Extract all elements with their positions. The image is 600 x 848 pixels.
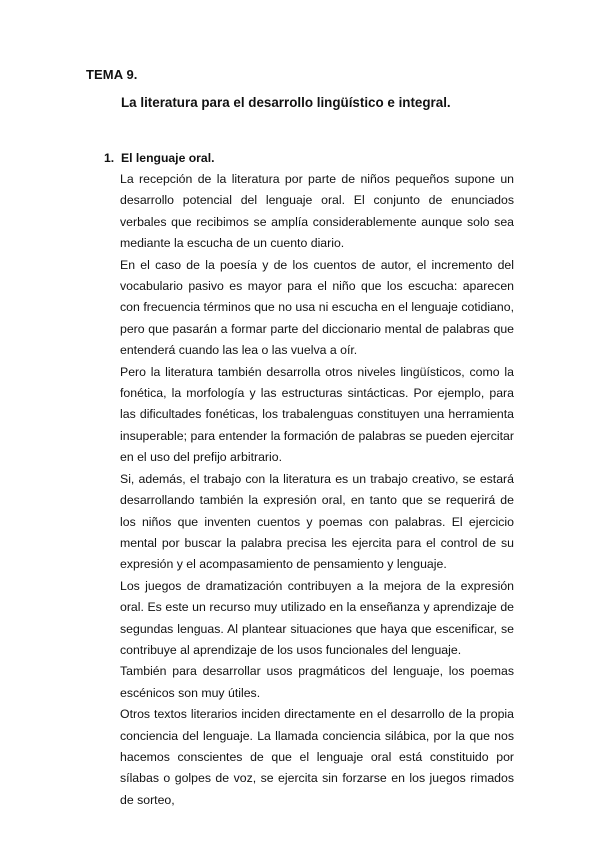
tema-label: TEMA 9.: [86, 67, 138, 82]
section-body: [120, 169, 514, 811]
paragraph: Pero la literatura también desarrolla otros niveles lingüísticos, como la fonética, la morfología y las estructuras sintácticas. Por ejemplo, para las dificultades fonéticas, los trabalenguas constituyen una herramienta insuperable; para entender la formación de palabras se pueden ejercitar en el uso del prefijo arbitrario.: [120, 364, 514, 465]
paragraph: Si, además, el trabajo con la literatura es un trabajo creativo, se estará desarrollando también la expresión oral, en tanto que se requerirá de los niños que inventen cuentos y poemas con palabras. El ejercicio mental por buscar la palabra precisa les ejercita para el control de su expresión y el acompasamiento de pensamiento y lenguaje.: [120, 471, 514, 572]
paragraph: En el caso de la poesía y de los cuentos de autor, el incremento del vocabulario pasivo es mayor para el niño que los escucha: aparecen con frecuencia términos que no usa ni escucha en el lenguaje cotidiano, pero que pasarán a formar parte del diccionario mental de palabras que entenderá cuando las lea o las vuelva a oír.: [120, 257, 514, 358]
section-heading: [104, 151, 214, 165]
section-number: 1.: [104, 151, 115, 165]
paragraph: Otros textos literarios inciden directamente en el desarrollo de la propia conciencia del lenguaje. La llamada conciencia silábica, por la que nos hacemos conscientes de que el lenguaje oral está constituido por sílabas o golpes de voz, se ejercita sin forzarse en los juegos rimados de sorteo,: [120, 707, 514, 807]
paragraph: La recepción de la literatura por parte de niños pequeños supone un desarrollo potencial del lenguaje oral. El conjunto de enunciados verbales que recibimos se amplía considerablemente aunque solo sea mediante la escucha de un cuento diario.: [120, 172, 514, 251]
paragraph: Los juegos de dramatización contribuyen a la mejora de la expresión oral. Es este un recurso muy utilizado en la enseñanza y aprendizaje de segundas lenguas. Al plantear situaciones que haya que escenificar, se contribuye al aprendizaje de los usos funcionales del lenguaje.: [120, 578, 514, 657]
document-title: La literatura para el desarrollo lingüístico e integral.: [121, 95, 451, 110]
section-title: El lenguaje oral.: [121, 151, 215, 165]
paragraph: También para desarrollar usos pragmáticos del lenguaje, los poemas escénicos son muy útiles.: [120, 664, 514, 700]
